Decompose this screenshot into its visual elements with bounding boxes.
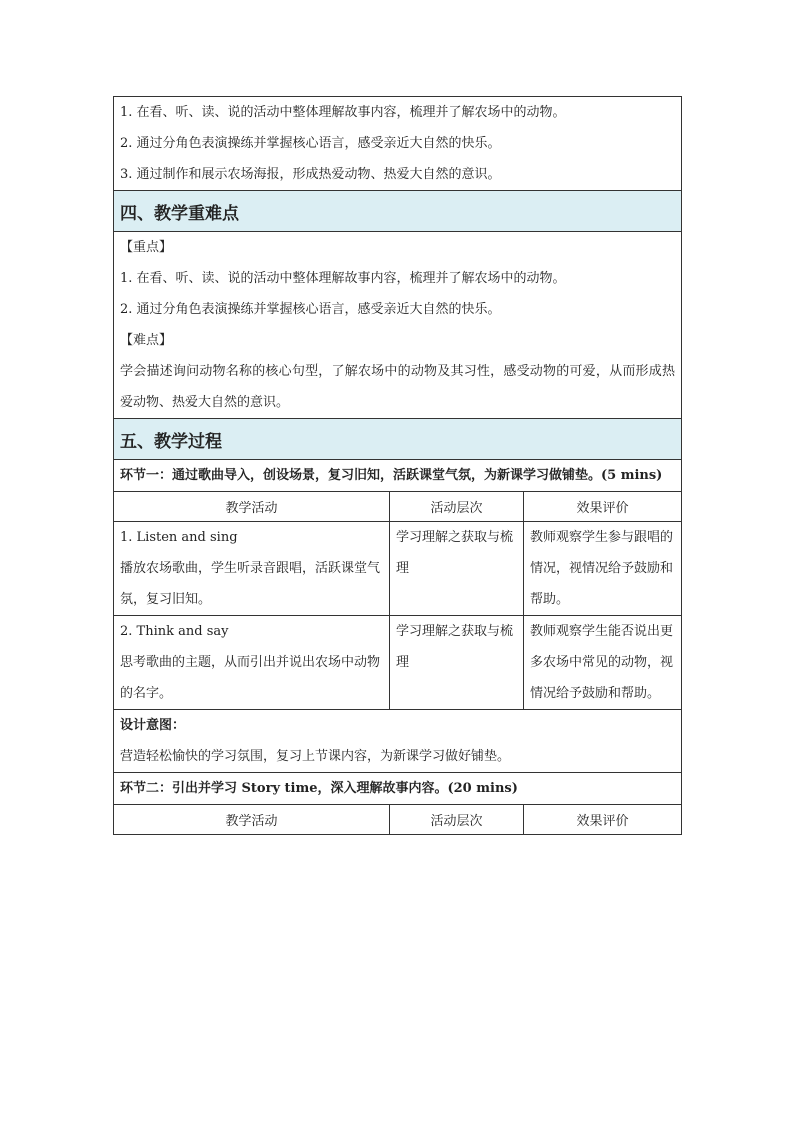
header-activity: 教学活动 xyxy=(114,492,390,522)
header-level: 活动层次 xyxy=(390,492,524,522)
section-title-process: 五、教学过程 xyxy=(114,419,682,460)
activity-level: 学习理解之获取与梳理 xyxy=(396,530,514,576)
table-header-row xyxy=(114,805,682,835)
stage1-cell xyxy=(114,460,682,492)
design-intent-label: 设计意图： xyxy=(120,718,186,733)
stage1-heading: 环节一：通过歌曲导入，创设场景，复习旧知，活跃课堂气氛，为新课学习做铺垫。(5 mins) xyxy=(120,468,663,483)
section-header-row xyxy=(114,419,682,460)
section-title-key-difficult: 四、教学重难点 xyxy=(114,191,682,232)
evaluation-cell xyxy=(524,522,682,616)
key-difficult-cell xyxy=(114,232,682,419)
activity-title: 2. Think and say xyxy=(120,624,229,639)
key-points-label: 【重点】 xyxy=(120,240,173,255)
key-difficult-row xyxy=(114,232,682,419)
difficult-points-text: 学会描述询问动物名称的核心句型，了解农场中的动物及其习性，感受动物的可爱，从而形成热爱动物、热爱大自然的意识。 xyxy=(120,364,676,410)
level-cell xyxy=(390,522,524,616)
lesson-plan-document xyxy=(113,96,681,835)
activity-evaluation: 教师观察学生能否说出更多农场中常见的动物，视情况给予鼓励和帮助。 xyxy=(530,624,674,701)
objectives-row xyxy=(114,97,682,191)
level-cell xyxy=(390,616,524,710)
design-intent-text: 营造轻松愉快的学习氛围，复习上节课内容，为新课学习做好铺垫。 xyxy=(120,749,511,764)
header-level: 活动层次 xyxy=(390,805,524,835)
objective-item: 1. 在看、听、读、说的活动中整体理解故事内容，梳理并了解农场中的动物。 xyxy=(120,105,566,120)
activity-desc: 播放农场歌曲，学生听录音跟唱，活跃课堂气氛，复习旧知。 xyxy=(120,561,381,607)
key-point-item: 1. 在看、听、读、说的活动中整体理解故事内容，梳理并了解农场中的动物。 xyxy=(120,271,566,286)
table-row xyxy=(114,522,682,616)
stage1-row xyxy=(114,460,682,492)
key-point-item: 2. 通过分角色表演操练并掌握核心语言，感受亲近大自然的快乐。 xyxy=(120,302,501,317)
difficult-points-label: 【难点】 xyxy=(120,333,173,348)
evaluation-cell xyxy=(524,616,682,710)
objective-item: 3. 通过制作和展示农场海报，形成热爱动物、热爱大自然的意识。 xyxy=(120,167,501,182)
header-evaluation: 效果评价 xyxy=(524,492,682,522)
header-evaluation: 效果评价 xyxy=(524,805,682,835)
table-row xyxy=(114,616,682,710)
activity-cell xyxy=(114,522,390,616)
activity-cell xyxy=(114,616,390,710)
activity-title: 1. Listen and sing xyxy=(120,530,238,545)
header-activity: 教学活动 xyxy=(114,805,390,835)
activity-level: 学习理解之获取与梳理 xyxy=(396,624,514,670)
lesson-plan-table xyxy=(113,96,682,835)
stage2-heading: 环节二：引出并学习 Story time，深入理解故事内容。(20 mins) xyxy=(120,781,518,796)
objective-item: 2. 通过分角色表演操练并掌握核心语言，感受亲近大自然的快乐。 xyxy=(120,136,501,151)
objectives-cell xyxy=(114,97,682,191)
stage2-row xyxy=(114,773,682,805)
design-intent-row xyxy=(114,710,682,773)
activity-evaluation: 教师观察学生参与跟唱的情况，视情况给予鼓励和帮助。 xyxy=(530,530,674,607)
section-header-row xyxy=(114,191,682,232)
stage2-cell xyxy=(114,773,682,805)
table-header-row xyxy=(114,492,682,522)
design-intent-cell xyxy=(114,710,682,773)
activity-desc: 思考歌曲的主题，从而引出并说出农场中动物的名字。 xyxy=(120,655,381,701)
